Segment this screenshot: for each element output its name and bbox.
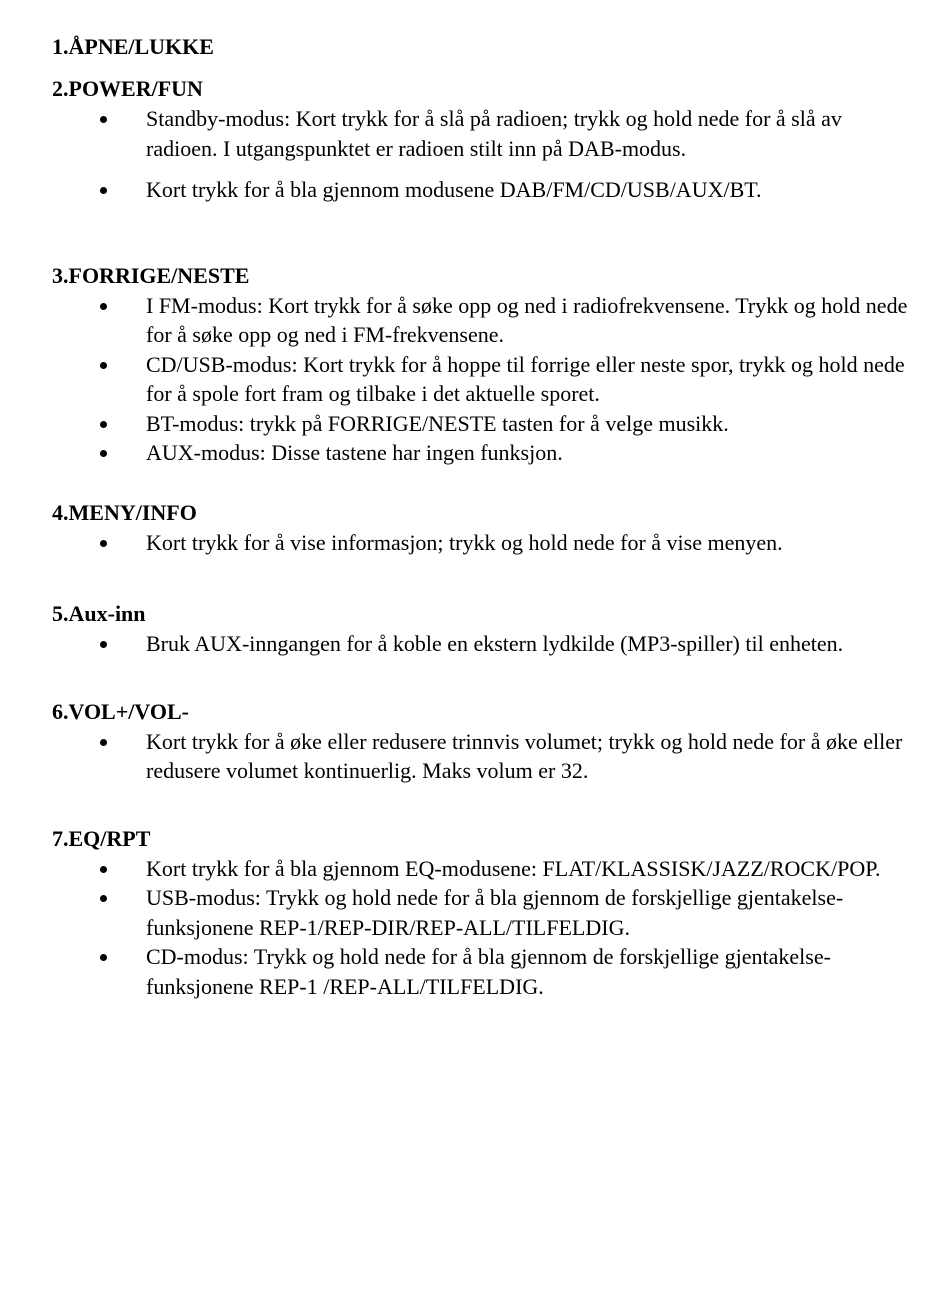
bullet-dot-icon bbox=[100, 895, 107, 902]
bullet-list bbox=[52, 727, 910, 786]
section-volume bbox=[52, 697, 910, 786]
list-item-text: USB-modus: Trykk og hold nede for å bla gjennom de forskjellige gjentakelse-funksjonene REP-1/REP-DIR/REP-ALL/TILFELDIG. bbox=[146, 885, 844, 940]
section-power-fun bbox=[52, 74, 910, 205]
bullet-list bbox=[52, 291, 910, 468]
bullet-dot-icon bbox=[100, 954, 107, 961]
list-item bbox=[52, 727, 910, 786]
bullet-dot-icon bbox=[100, 739, 107, 746]
section-eq-rpt bbox=[52, 824, 910, 1002]
section-aux-in bbox=[52, 599, 910, 659]
list-item-text: I FM-modus: Kort trykk for å søke opp og ned i radiofrekvensene. Trykk og hold nede for å søke opp og ned i FM-frekvensene. bbox=[146, 292, 908, 347]
list-item bbox=[52, 854, 910, 884]
bullet-dot-icon bbox=[100, 641, 107, 648]
section-heading: 7.EQ/RPT bbox=[52, 825, 151, 851]
bullet-list bbox=[52, 854, 910, 1002]
section-heading: 5.Aux-inn bbox=[52, 601, 146, 626]
list-item bbox=[52, 942, 910, 1001]
section-heading: 6.VOL+/VOL- bbox=[52, 698, 189, 724]
section-heading: 1.ÅPNE/LUKKE bbox=[52, 34, 214, 59]
bullet-dot-icon bbox=[100, 421, 107, 428]
bullet-list bbox=[52, 629, 910, 659]
list-item bbox=[52, 291, 910, 350]
bullet-list bbox=[52, 528, 910, 558]
list-item-text: Kort trykk for å vise informasjon; trykk og hold nede for å vise menyen. bbox=[146, 529, 783, 555]
list-item-text: Standby-modus: Kort trykk for å slå på radioen; trykk og hold nede for å slå av radioen. I utgangspunktet er radioen stilt inn på DAB-modus. bbox=[146, 106, 842, 161]
list-item bbox=[52, 438, 910, 468]
list-item-text: CD-modus: Trykk og hold nede for å bla gjennom de forskjellige gjentakelse-funksjonene REP-1 /REP-ALL/TILFELDIG. bbox=[146, 944, 831, 999]
list-item-text: BT-modus: trykk på FORRIGE/NESTE tasten for å velge musikk. bbox=[146, 410, 729, 436]
list-item bbox=[52, 629, 910, 659]
section-open-close bbox=[52, 32, 910, 62]
bullet-dot-icon bbox=[100, 362, 107, 369]
list-item-text: AUX-modus: Disse tastene har ingen funksjon. bbox=[146, 440, 563, 465]
bullet-dot-icon bbox=[100, 540, 107, 547]
list-item-text: Kort trykk for å øke eller redusere trinnvis volumet; trykk og hold nede for å øke eller redusere volumet kontinuerlig. Maks volum er 32. bbox=[146, 728, 903, 783]
section-heading: 3.FORRIGE/NESTE bbox=[52, 262, 250, 288]
list-item-text: Kort trykk for å bla gjennom EQ-modusene: FLAT/KLASSISK/JAZZ/ROCK/POP. bbox=[146, 855, 881, 881]
list-item-text: CD/USB-modus: Kort trykk for å hoppe til forrige eller neste spor, trykk og hold nede for å spole fort fram og tilbake i det aktuelle sporet. bbox=[146, 351, 905, 406]
list-item bbox=[52, 883, 910, 942]
bullet-list bbox=[52, 104, 910, 205]
bullet-dot-icon bbox=[100, 303, 107, 310]
section-heading: 4.MENY/INFO bbox=[52, 499, 197, 525]
section-menu-info bbox=[52, 498, 910, 558]
list-item bbox=[52, 175, 910, 205]
section-heading: 2.POWER/FUN bbox=[52, 76, 203, 101]
bullet-dot-icon bbox=[100, 866, 107, 873]
bullet-dot-icon bbox=[100, 187, 107, 194]
list-item bbox=[52, 104, 910, 163]
list-item bbox=[52, 350, 910, 409]
list-item bbox=[52, 528, 910, 558]
bullet-dot-icon bbox=[100, 450, 107, 457]
list-item-text: Bruk AUX-inngangen for å koble en ekstern lydkilde (MP3-spiller) til enheten. bbox=[146, 631, 844, 656]
bullet-dot-icon bbox=[100, 116, 107, 123]
list-item bbox=[52, 409, 910, 439]
section-prev-next bbox=[52, 261, 910, 468]
list-item-text: Kort trykk for å bla gjennom modusene DAB/FM/CD/USB/AUX/BT. bbox=[146, 177, 762, 202]
